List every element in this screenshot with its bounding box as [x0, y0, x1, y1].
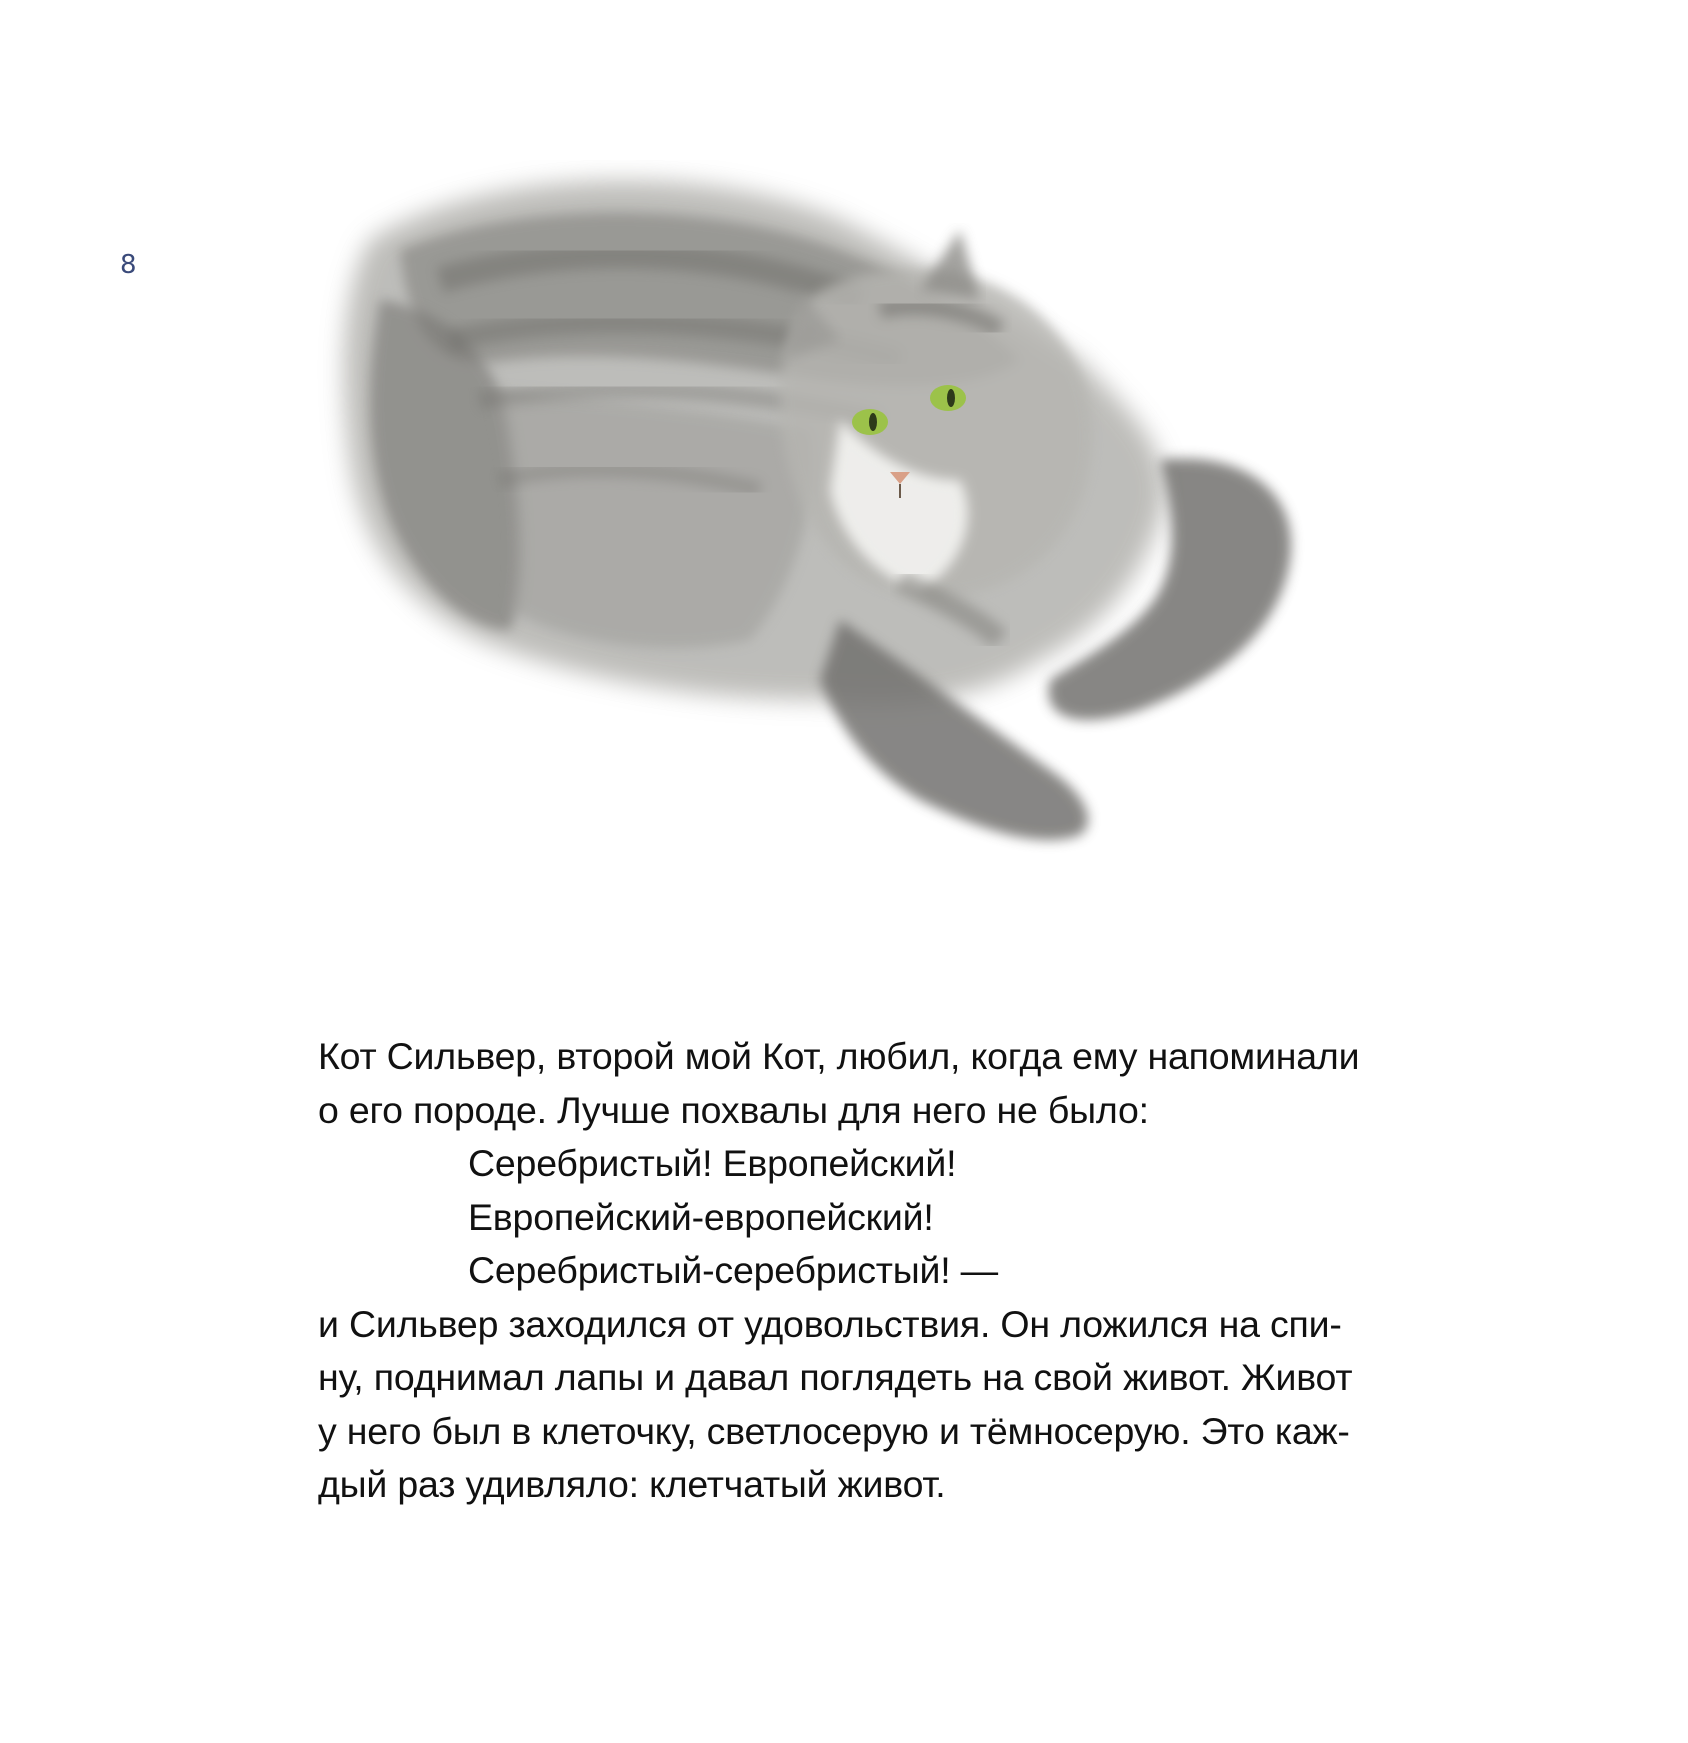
text-line: Кот Сильвер, второй мой Кот, любил, когда ему напоминали — [318, 1035, 1360, 1077]
text-line: о его породе. Лучше похвалы для него не было: — [318, 1088, 1149, 1131]
text-line: у него был в клеточку, светлосерую и тёмносерую. Это каж- — [318, 1409, 1350, 1452]
verse-line: Европейский-европейский! — [468, 1195, 934, 1238]
verse-line: Серебристый! Европейский! — [468, 1142, 957, 1184]
text-line: и Сильвер заходился от удовольствия. Он ложился на спи- — [318, 1302, 1342, 1345]
body-text — [318, 1030, 1358, 1512]
verse-line: Серебристый-серебристый! — — [468, 1249, 998, 1291]
page-number: 8 — [120, 250, 137, 280]
text-line: ну, поднимал лапы и давал поглядеть на свой живот. Живот — [318, 1356, 1353, 1398]
text-line: дый раз удивляло: клетчатый живот. — [318, 1463, 946, 1505]
cat-illustration — [280, 160, 1380, 920]
